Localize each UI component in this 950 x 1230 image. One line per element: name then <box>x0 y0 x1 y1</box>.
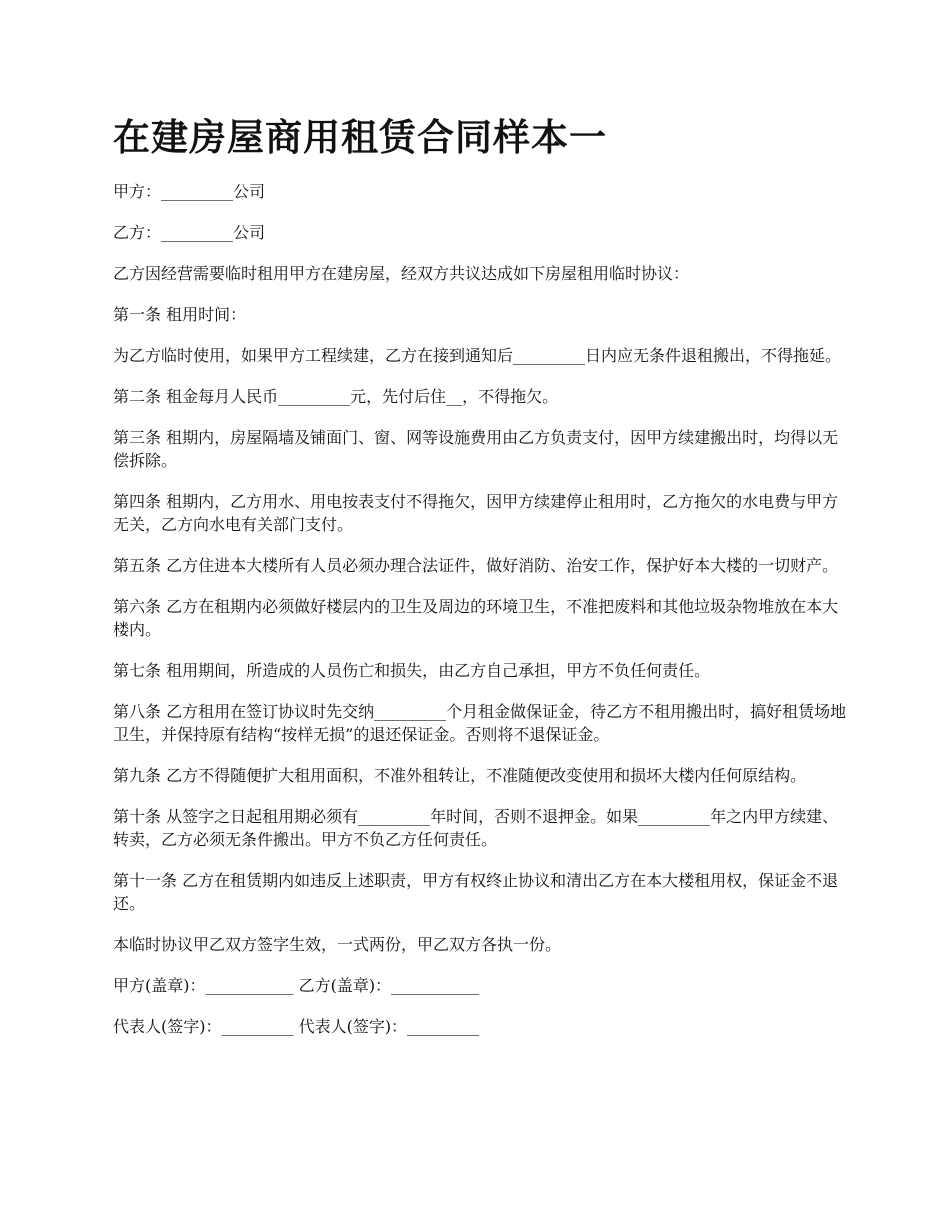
article-3: 第三条 租期内，房屋隔墙及铺面门、窗、网等设施费用由乙方负责支付，因甲方续建搬出时，均得以无偿拆除。 <box>113 428 839 470</box>
article-10: 第十条 从签字之日起租用期必须有_________年时间，否则不退押金。如果_________年之内甲方续建、转卖，乙方必须无条件搬出。甲方不负乙方任何责任。 <box>113 807 839 849</box>
preamble: 乙方因经营需要临时租用甲方在建房屋，经双方共议达成如下房屋租用临时协议： <box>113 264 690 283</box>
document-page <box>113 112 853 1056</box>
document-title: 在建房屋商用租赁合同样本一 <box>113 115 607 159</box>
article-1-body: 为乙方临时使用，如果甲方工程续建，乙方在接到通知后_________日内应无条件退租搬出，不得拖延。 <box>113 346 842 365</box>
signature-line: 代表人(签字)：_________ 代表人(签字)：_________ <box>113 1017 480 1036</box>
article-11: 第十一条 乙方在租赁期内如违反上述职责，甲方有权终止协议和清出乙方在本大楼租用权，保证金不退还。 <box>113 871 839 913</box>
seal-line: 甲方(盖章)：___________ 乙方(盖章)：___________ <box>113 976 480 995</box>
article-1-heading: 第一条 租用时间： <box>113 305 247 324</box>
article-5: 第五条 乙方住进本大楼所有人员必须办理合法证件，做好消防、治安工作，保护好本大楼的一切财产。 <box>113 556 839 575</box>
article-4: 第四条 租期内，乙方用水、用电按表支付不得拖欠，因甲方续建停止租用时，乙方拖欠的水电费与甲方无关，乙方向水电有关部门支付。 <box>113 492 839 534</box>
article-9: 第九条 乙方不得随便扩大租用面积，不准外租转让，不准随便改变使用和损坏大楼内任何原结构。 <box>113 766 807 785</box>
article-2: 第二条 租金每月人民币_________元，先付后住__，不得拖欠。 <box>113 387 559 406</box>
party-a-line: 甲方：_________公司 <box>113 182 266 201</box>
article-6: 第六条 乙方在租期内必须做好楼层内的卫生及周边的环境卫生，不准把废料和其他垃圾杂物堆放在本大楼内。 <box>113 597 839 639</box>
closing-statement: 本临时协议甲乙双方签字生效，一式两份，甲乙双方各执一份。 <box>113 935 562 954</box>
article-7: 第七条 租用期间，所造成的人员伤亡和损失，由乙方自己承担，甲方不负任何责任。 <box>113 661 711 680</box>
article-8: 第八条 乙方租用在签订协议时先交纳_________个月租金做保证金，待乙方不租用搬出时，搞好租赁场地卫生，并保持原有结构“按样无损”的退还保证金。否则将不退保证金。 <box>113 702 847 744</box>
party-b-line: 乙方：_________公司 <box>113 223 266 242</box>
